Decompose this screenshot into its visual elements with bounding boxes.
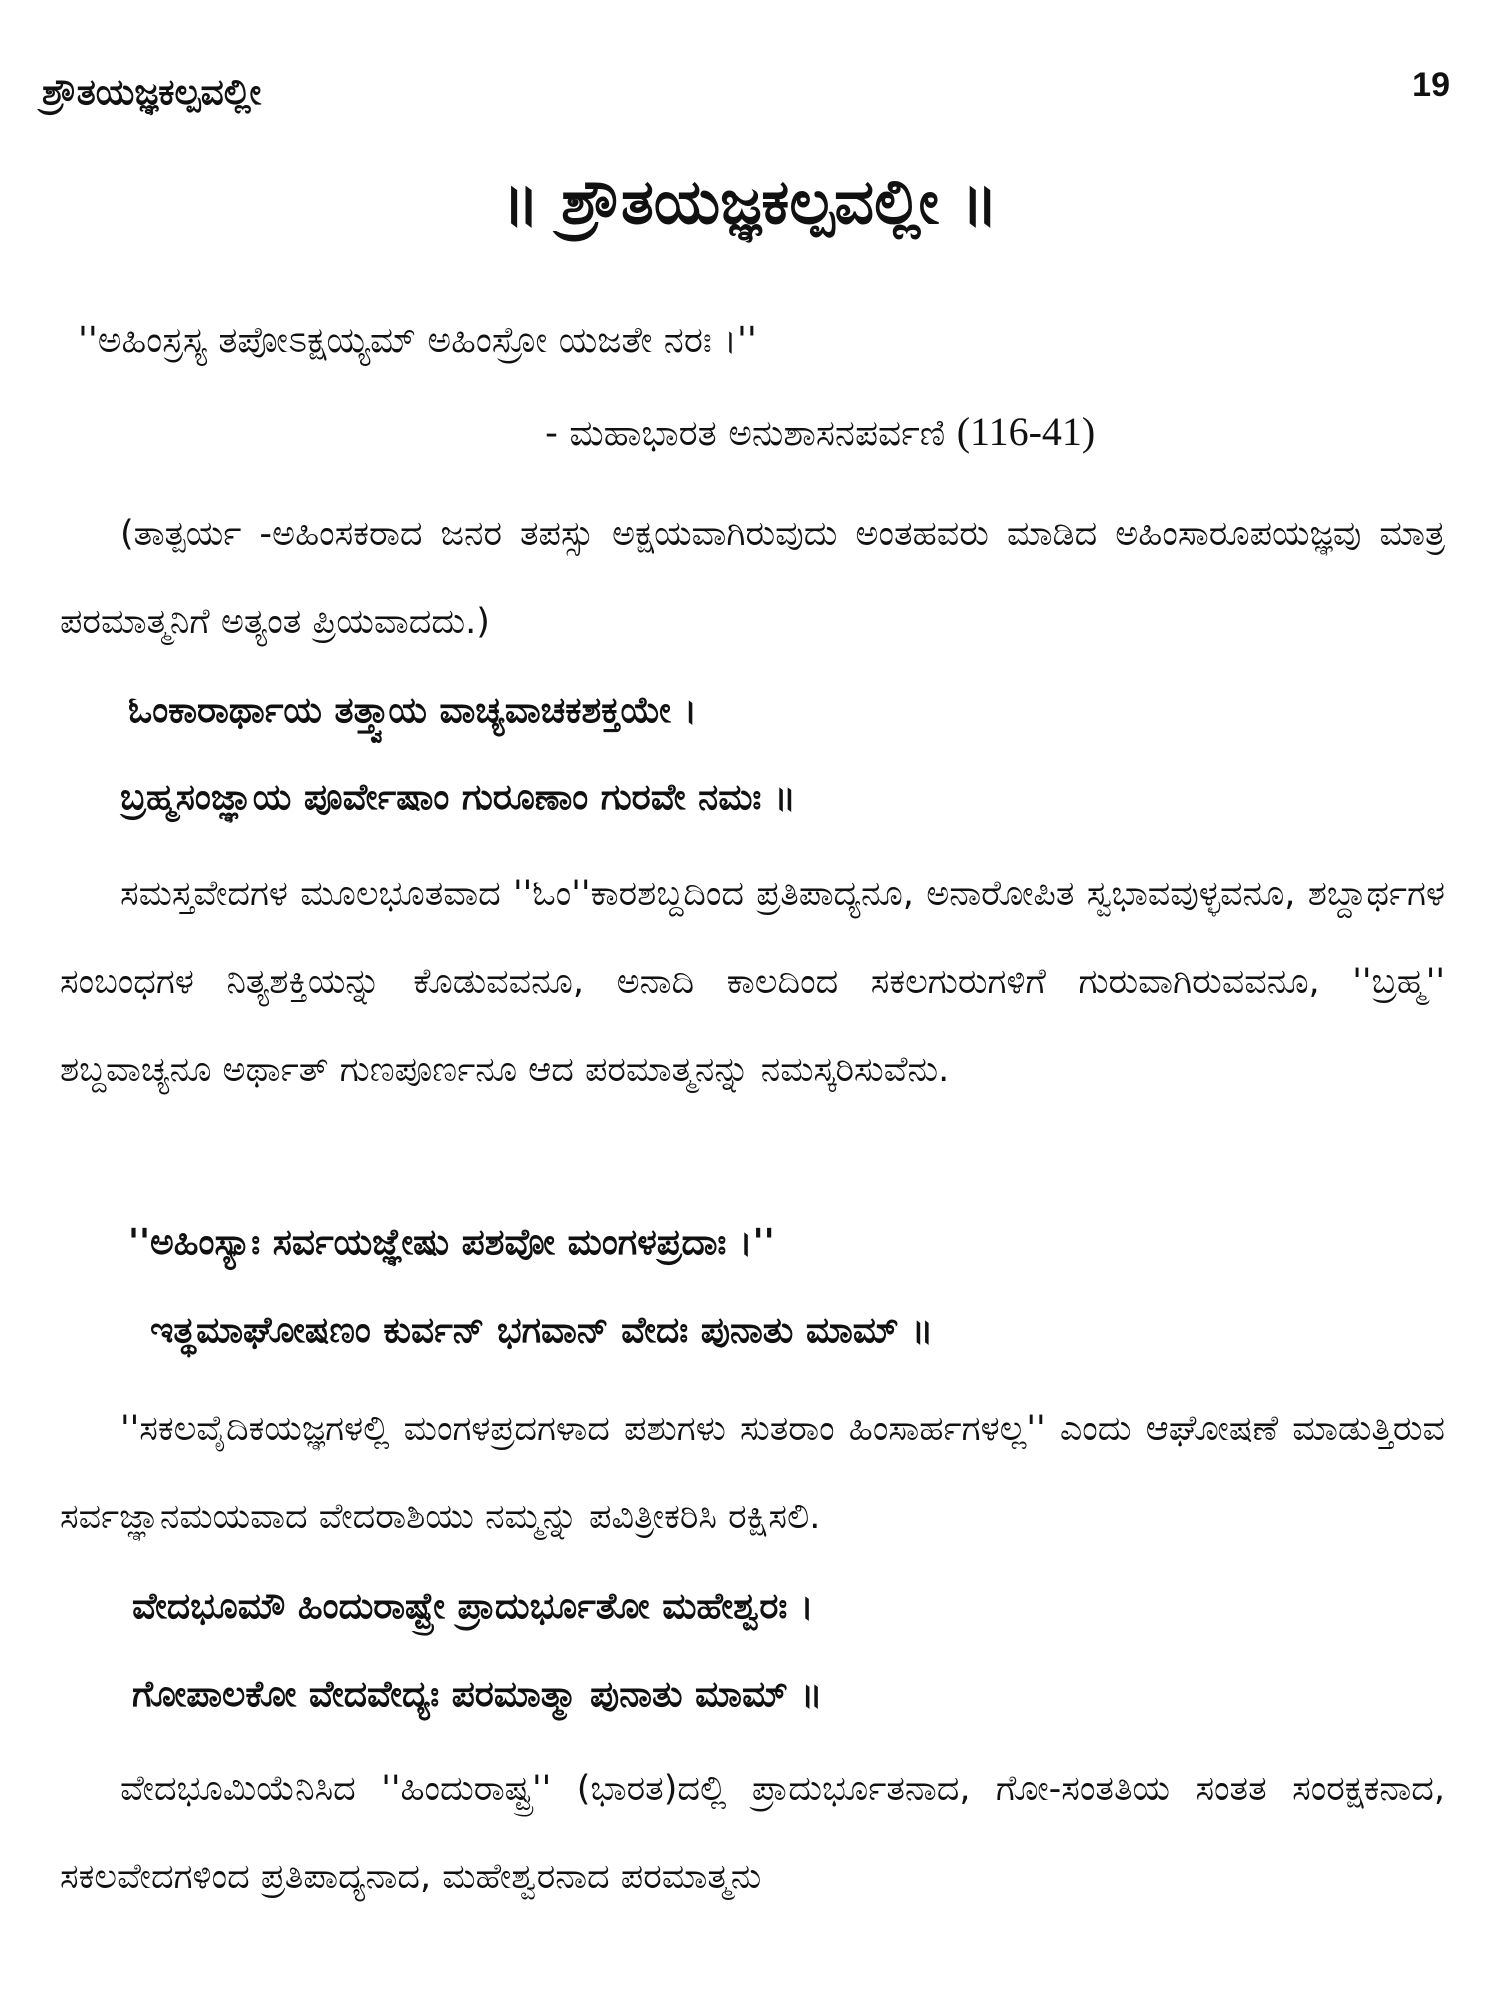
quote-source-reference: (116-41): [956, 409, 1096, 454]
verse-3-line-1: ವೇದಭೂಮೌ ಹಿಂದುರಾಷ್ಟ್ರೇ ಪ್ರಾದುರ್ಭೂತೋ ಮಹೇಶ್ವರಃ ।: [132, 1586, 814, 1627]
quote-source: [545, 408, 1095, 455]
paragraph-explanation-2: ''ಸಕಲವೈದಿಕಯಜ್ಞಗಳಲ್ಲಿ ಮಂಗಳಪ್ರದಗಳಾದ ಪಶುಗಳು ಸುತರಾಂ ಹಿಂಸಾರ್ಹಗಳಲ್ಲ'' ಎಂದು ಆಘೋಷಣೆ ಮಾಡುತ್ತಿರುವ ಸರ್ವಜ್ಞಾನಮಯವಾದ ವೇದರಾಶಿಯು ನಮ್ಮನ್ನು ಪವಿತ್ರೀಕರಿಸಿ ರಕ್ಷಿಸಲಿ.: [60, 1409, 1445, 1537]
paragraph-meaning: (ತಾತ್ಪರ್ಯ -ಅಹಿಂಸಕರಾದ ಜನರ ತಪಸ್ಸು ಅಕ್ಷಯವಾಗಿರುವುದು ಅಂತಹವರು ಮಾಡಿದ ಅಹಿಂಸಾರೂಪಯಜ್ಞವು ಮಾತ್ರ ಪರಮಾತ್ಮನಿಗೆ ಅತ್ಯಂತ ಪ್ರಿಯವಾದದು.): [60, 514, 1445, 642]
verse-1-line-1: ಓಂಕಾರಾರ್ಥಾಯ ತತ್ತ್ವಾಯ ವಾಚ್ಯವಾಚಕಶಕ್ತಯೇ ।: [128, 690, 698, 731]
opening-quote: ''ಅಹಿಂಸ್ರಸ್ಯ ತಪೋಽಕ್ಷಯ್ಯಮ್ ಅಹಿಂಸ್ರೋ ಯಜತೇ ನರಃ ।'': [78, 320, 757, 361]
quote-source-text: - ಮಹಾಭಾರತ ಅನುಶಾಸನಪರ್ವಣಿ: [545, 413, 946, 454]
verse-2-line-2: ಇತ್ಥಮಾಘೋಷಣಂ ಕುರ್ವನ್ ಭಗವಾನ್ ವೇದಃ ಪುನಾತು ಮಾಮ್ ॥: [150, 1310, 934, 1351]
verse-3-line-2: ಗೋಪಾಲಕೋ ವೇದವೇದ್ಯಃ ಪರಮಾತ್ಮಾ ಪುನಾತು ಮಾಮ್ ॥: [132, 1674, 823, 1715]
running-header: ಶ್ರೌತಯಜ್ಞಕಲ್ಪವಲ್ಲೀ: [42, 72, 262, 113]
page-title: ॥ ಶ್ರೌತಯಜ್ಞಕಲ್ಪವಲ್ಲೀ ॥: [501, 165, 999, 238]
verse-1-line-2: ಬ್ರಹ್ಮಸಂಜ್ಞಾಯ ಪೂರ್ವೇಷಾಂ ಗುರೂಣಾಂ ಗುರವೇ ನಮಃ ॥: [120, 777, 796, 818]
paragraph-explanation-1: ಸಮಸ್ತವೇದಗಳ ಮೂಲಭೂತವಾದ ''ಓಂ''ಕಾರಶಬ್ದದಿಂದ ಪ್ರತಿಪಾದ್ಯನೂ, ಅನಾರೋಪಿತ ಸ್ವಭಾವವುಳ್ಳವನೂ, ಶಬ್ದಾರ್ಥಗಳ ಸಂಬಂಧಗಳ ನಿತ್ಯಶಕ್ತಿಯನ್ನು ಕೊಡುವವನೂ, ಅನಾದಿ ಕಾಲದಿಂದ ಸಕಲಗುರುಗಳಿಗೆ ಗುರುವಾಗಿರುವವನೂ, ''ಬ್ರಹ್ಮ'' ಶಬ್ದವಾಚ್ಯನೂ ಅರ್ಥಾತ್ ಗುಣಪೂರ್ಣನೂ ಆದ ಪರಮಾತ್ಮನನ್ನು ನಮಸ್ಕರಿಸುವೆನು.: [60, 874, 1445, 1090]
page-number: 19: [1412, 66, 1450, 104]
verse-2-line-1: ''ಅಹಿಂಸ್ಯಾಃ ಸರ್ವಯಜ್ಞೇಷು ಪಶವೋ ಮಂಗಳಪ್ರದಾಃ ।'': [128, 1222, 775, 1263]
paragraph-explanation-3: ವೇದಭೂಮಿಯೆನಿಸಿದ ''ಹಿಂದುರಾಷ್ಟ್ರ'' (ಭಾರತ)ದಲ್ಲಿ ಪ್ರಾದುರ್ಭೂತನಾದ, ಗೋ-ಸಂತತಿಯ ಸಂತತ ಸಂರಕ್ಷಕನಾದ, ಸಕಲವೇದಗಳಿಂದ ಪ್ರತಿಪಾದ್ಯನಾದ, ಮಹೇಶ್ವರನಾದ ಪರಮಾತ್ಮನು: [60, 1769, 1445, 1897]
